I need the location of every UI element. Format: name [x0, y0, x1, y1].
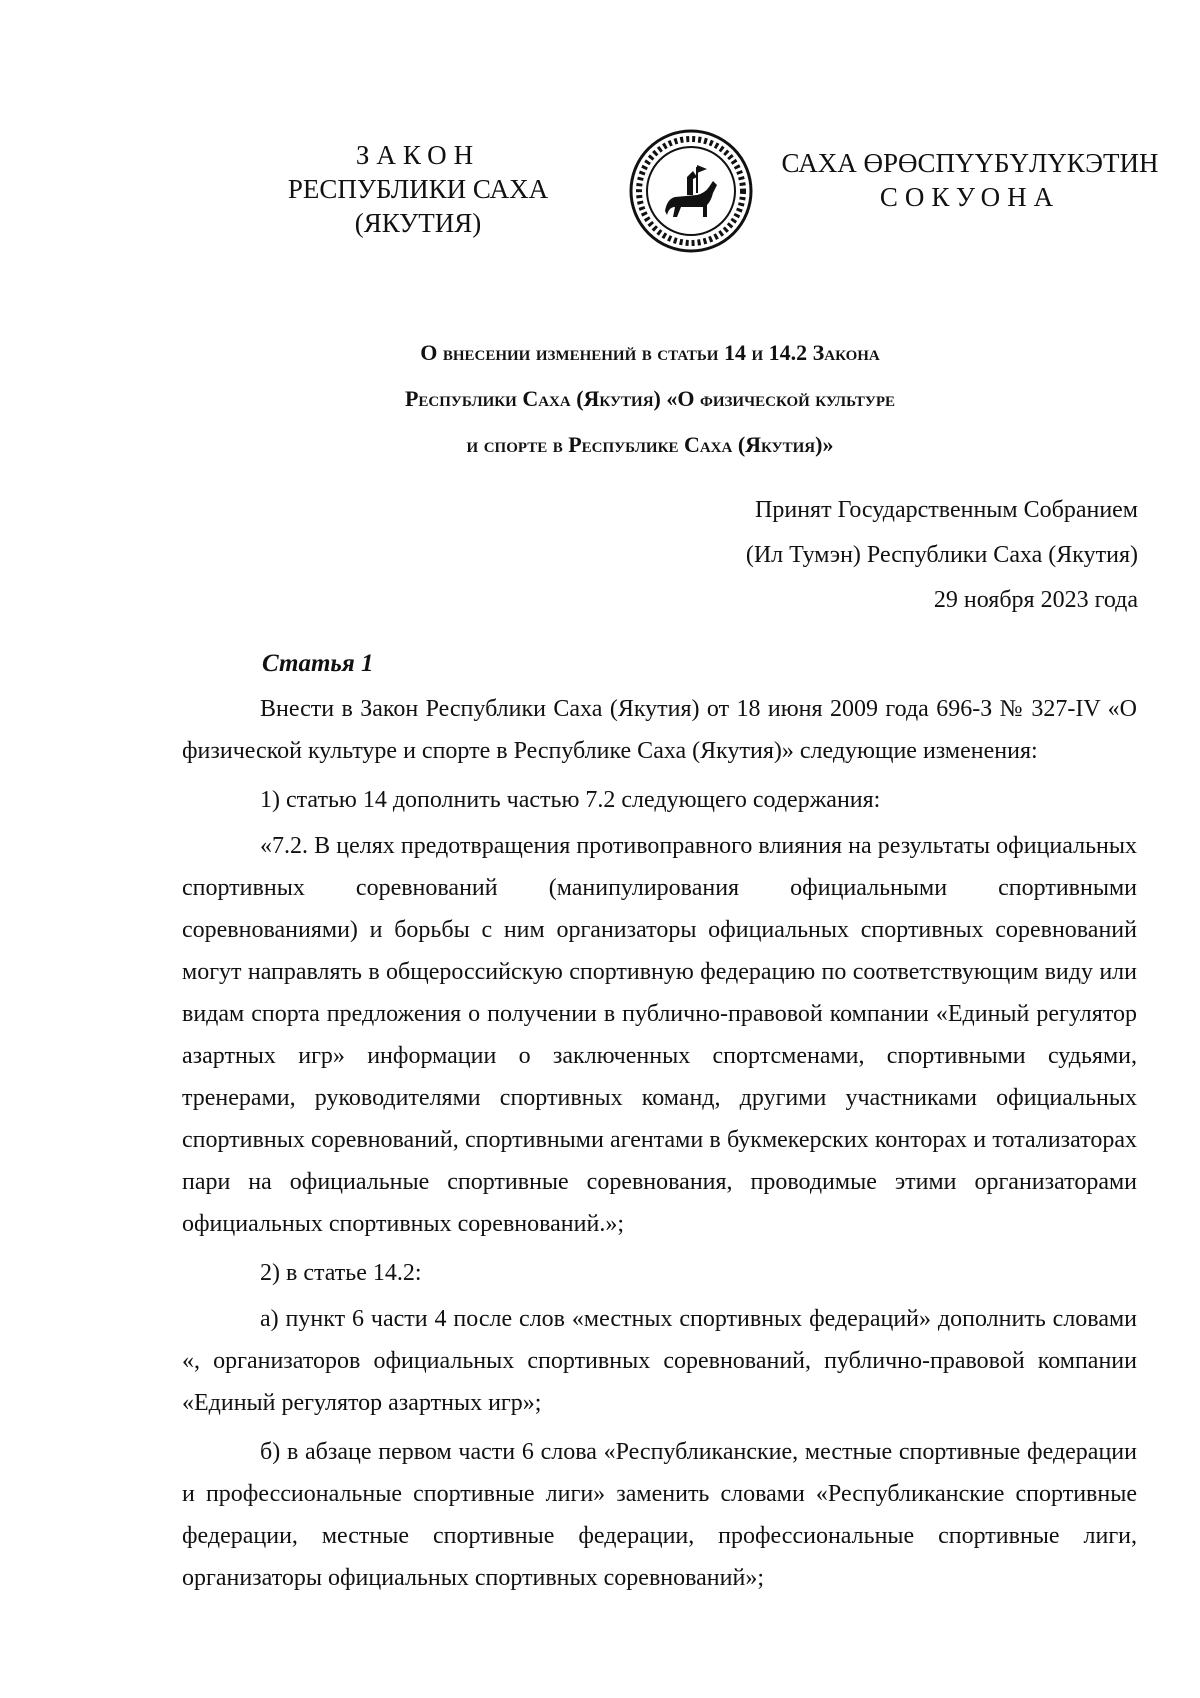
- article-heading: Статья 1: [262, 650, 374, 677]
- adoption-date: 29 ноября 2023 года: [933, 587, 1138, 613]
- paragraph-item-1: 1) статью 14 дополнить частью 7.2 следующего содержания:: [260, 787, 881, 813]
- paragraph-quote-7-2: «7.2. В целях предотвращения противоправного влияния на результаты официальных спортивных соревнований (манипулирования официальными спортивными соревнованиями) и борьбы с ним организаторы официальных спортивных соревнований могут направлять в общероссийскую спортивную федерацию по соответствующим виду или видам спорта предложения о получении в публично-правовой компании «Единый регулятор азартных игр» информации о заключенных спортсменами, спортивными судьями, тренерами, руководителями спортивных команд, другими участниками официальных спортивных соревнований, спортивными агентами в букмекерских конторах и тотализаторах пари на официальные спортивные соревнования, проводимые этими организаторами официальных спортивных соревнований.»;: [182, 833, 1137, 1237]
- adopted-body: (Ил Тумэн) Республики Саха (Якутия): [745, 542, 1138, 568]
- adopted-by: Принят Государственным Собранием: [755, 497, 1138, 523]
- paragraph-intro: Внести в Закон Республики Саха (Якутия) от 18 июня 2009 года 696-З № 327-IV «О физической культуре и спорте в Республике Саха (Якутия)» следующие изменения:: [182, 696, 1137, 764]
- header-right: [780, 146, 1160, 214]
- coat-of-arms-emblem: [627, 127, 755, 255]
- law-title: [200, 330, 1100, 468]
- paragraph-item-2b: б) в абзаце первом части 6 слова «Республиканские, местные спортивные федерации и профессиональные спортивные лиги» заменить словами «Республиканские спортивные федерации, местные спортивные федерации, профессиональные спортивные лиги, организаторы официальных спортивных соревнований»;: [182, 1439, 1137, 1591]
- paragraph-item-2: 2) в статье 14.2:: [260, 1260, 422, 1286]
- article-body: [182, 688, 1137, 1606]
- republic-name-ru: РЕСПУБЛИКИ САХА (ЯКУТИЯ): [287, 174, 549, 238]
- adoption-info: [746, 488, 1138, 623]
- law-label-ru: ЗАКОН: [355, 140, 481, 170]
- republic-name-sah: САХА ӨРӨСПҮҮБҮЛҮКЭТИН: [781, 148, 1159, 178]
- paragraph-item-2a: а) пункт 6 части 4 после слов «местных спортивных федераций» дополнить словами «, организаторов официальных спортивных соревнований, публично-правовой компании «Единый регулятор азартных игр»;: [182, 1306, 1137, 1416]
- header-left: [228, 138, 608, 240]
- law-label-sah: СОКУОНА: [879, 182, 1061, 212]
- title-line-1: О внесении изменений в статьи 14 и 14.2 Закона: [420, 340, 880, 365]
- title-line-3: и спорте в Республике Саха (Якутия)»: [466, 432, 834, 457]
- emblem-icon: [627, 127, 755, 255]
- title-line-2: Республики Саха (Якутия) «О физической культуре: [404, 386, 896, 411]
